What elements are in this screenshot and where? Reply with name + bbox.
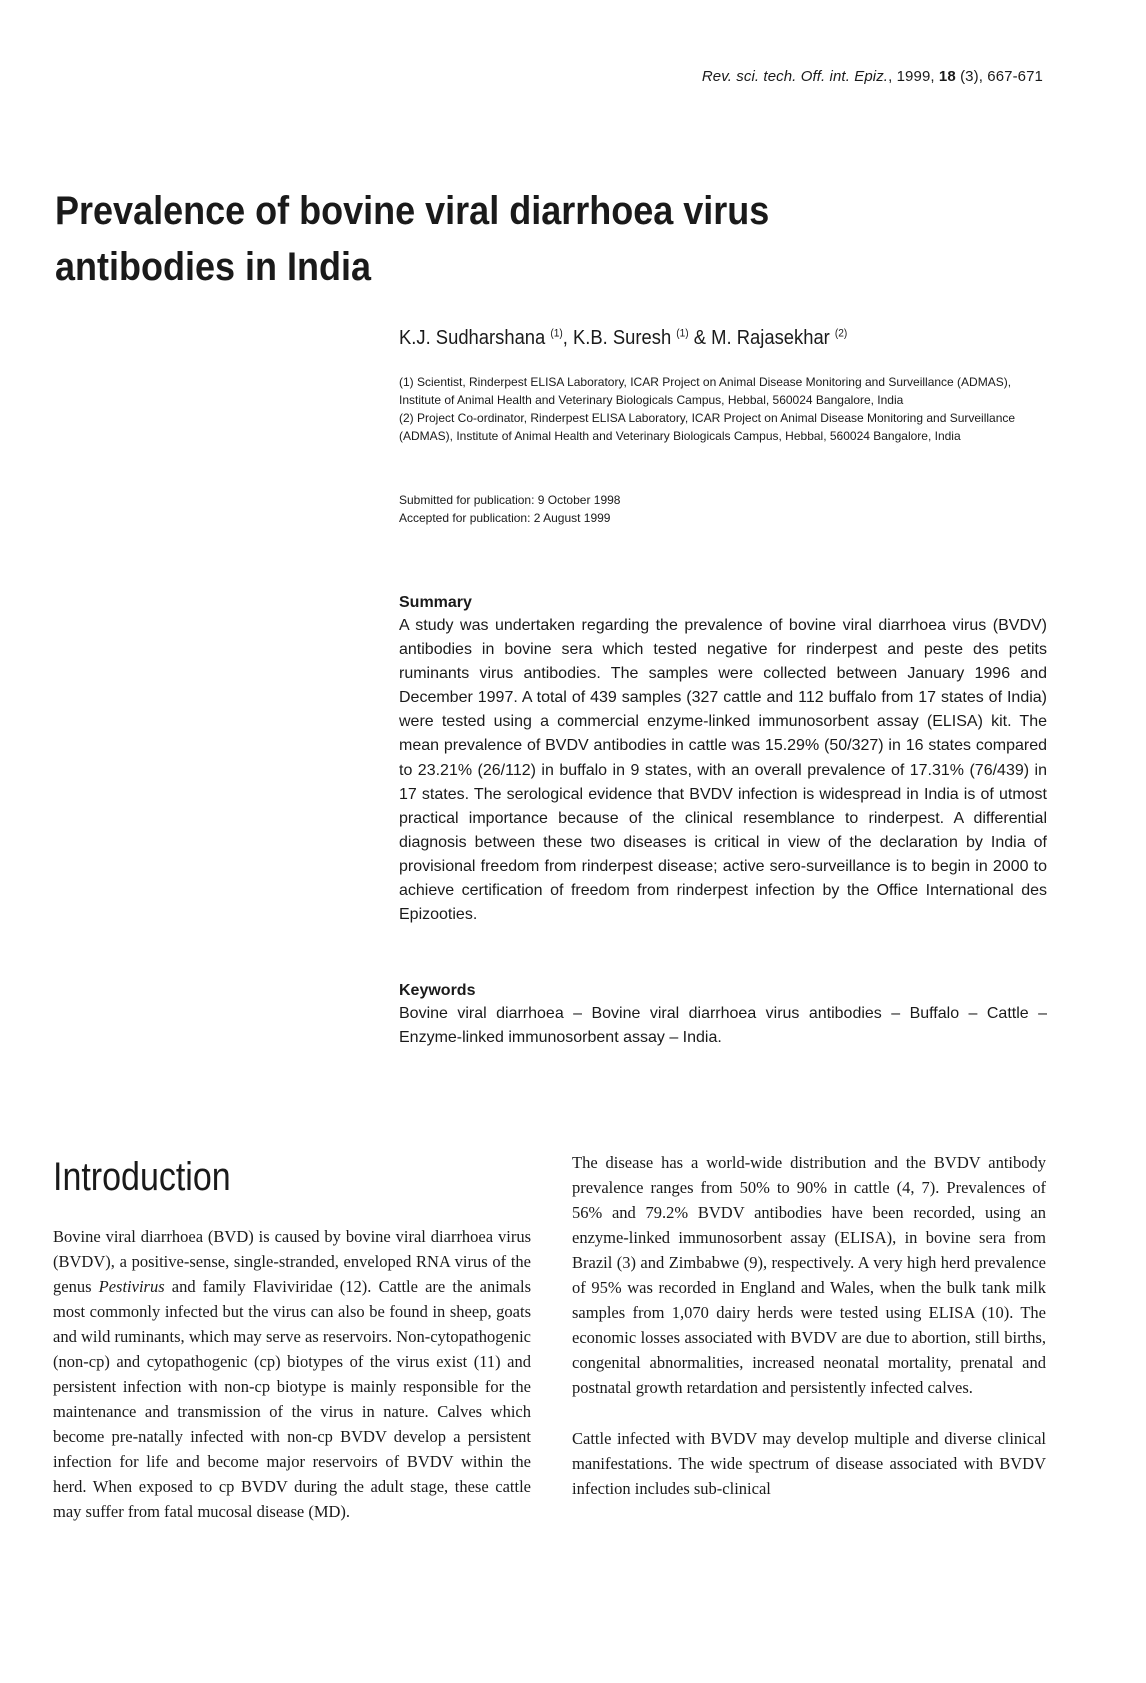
citation-year: , 1999,: [888, 68, 939, 85]
author-name: K.J. Sudharshana: [399, 327, 546, 349]
intro-text-segment: Bovine viral diarrhoea (BVD) is caused by bovine viral diarrhoea virus (BVDV), a positive-sense, single-stranded, enveloped RNA virus of the genus: [53, 1227, 531, 1296]
author-separator: &: [688, 327, 712, 349]
intro-left-column: [53, 1224, 531, 1524]
author-separator: ,: [562, 327, 574, 349]
summary-section: [399, 592, 1047, 927]
accepted-date: Accepted for publication: 2 August 1999: [399, 511, 611, 525]
intro-text-segment: and family Flaviviridae (12). Cattle are the animals most commonly infected but the virus can also be found in sheep, goats and wild ruminants, which may serve as reservoirs. Non-cytopathogenic (non-cp) and cytopathogenic (cp) biotypes of the virus exist (11) and persistent infection with non-cp biotype is mainly responsible for the maintenance and transmission of the virus in nature. Calves which become pre-natally infected with non-cp BVDV develop a persistent infection for life and become major reservoirs of BVDV within the herd. When exposed to cp BVDV during the adult stage, these cattle may suffer from fatal mucosal disease (MD).: [53, 1277, 532, 1521]
author-affiliation-mark: (2): [834, 327, 848, 340]
author-list: [399, 327, 847, 350]
genus-name: Pestivirus: [98, 1277, 165, 1296]
keywords-heading: Keywords: [399, 982, 476, 999]
affiliation-1: (1) Scientist, Rinderpest ELISA Laboratory, ICAR Project on Animal Disease Monitoring and Surveillance (ADMAS), Institute of Animal Health and Veterinary Biologicals Campus, Hebbal, 560024 Bangalore, India: [399, 375, 1012, 407]
affiliation-2: (2) Project Co-ordinator, Rinderpest ELISA Laboratory, ICAR Project on Animal Disease Monitoring and Surveillance (ADMAS), Institute of Animal Health and Veterinary Biologicals Campus, Hebbal, 560024 Bangalore, India: [399, 411, 1016, 443]
author-affiliation-mark: (1): [676, 327, 689, 340]
submitted-date: Submitted for publication: 9 October 1998: [399, 493, 621, 507]
affiliations: [399, 373, 1019, 445]
keywords-text: Bovine viral diarrhoea – Bovine viral diarrhoea virus antibodies – Buffalo – Cattle – Enzyme-linked immunosorbent assay – India.: [399, 1005, 1047, 1046]
citation-issue-pages: (3), 667-671: [955, 68, 1043, 85]
author-name: K.B. Suresh: [573, 327, 672, 349]
keywords-section: [399, 980, 1047, 1050]
journal-name: Rev. sci. tech. Off. int. Epiz.: [701, 68, 889, 85]
intro-paragraph-2: The disease has a world-wide distribution and the BVDV antibody prevalence ranges from 50% to 90% in cattle (4, 7). Prevalences of 56% and 79.2% BVDV antibodies have been recorded, using an enzyme-linked immunosorbent assay (ELISA), in bovine sera from Brazil (3) and Zimbabwe (9), respectively. A very high herd prevalence of 95% was recorded in England and Wales, when the bulk tank milk samples from 1,070 dairy herds were tested using ELISA (10). The economic losses associated with BVDV are due to abortion, still births, congenital abnormalities, increased neonatal mortality, prenatal and postnatal growth retardation and persistently infected calves.: [572, 1153, 1046, 1397]
journal-citation: [702, 68, 1043, 85]
publication-dates: [399, 491, 1019, 527]
article-title: Prevalence of bovine viral diarrhoea virus antibodies in India: [55, 189, 770, 289]
introduction-heading: Introduction: [53, 1155, 231, 1199]
citation-volume: 18: [938, 68, 956, 85]
intro-paragraph-1: [53, 1224, 531, 1524]
summary-heading: Summary: [399, 594, 472, 611]
author-name: M. Rajasekhar: [711, 327, 830, 349]
intro-paragraph-3: Cattle infected with BVDV may develop multiple and diverse clinical manifestations. The wide spectrum of disease associated with BVDV infection includes sub-clinical: [572, 1429, 1046, 1498]
summary-text: A study was undertaken regarding the prevalence of bovine viral diarrhoea virus (BVDV) antibodies in bovine sera which tested negative for rinderpest and peste des petits ruminants virus antibodies. The samples were collected between January 1996 and December 1997. A total of 439 samples (327 cattle and 112 buffalo from 17 states of India) were tested using a commercial enzyme-linked immunosorbent assay (ELISA) kit. The mean prevalence of BVDV antibodies in cattle was 15.29% (50/327) in 16 states compared to 23.21% (26/112) in buffalo in 9 states, with an overall prevalence of 17.31% (76/439) in 17 states. The serological evidence that BVDV infection is widespread in India is of utmost practical importance because of the clinical resemblance to rinderpest. A differential diagnosis between these two diseases is critical in view of the declaration by India of provisional freedom from rinderpest disease; active sero-surveillance is to begin in 2000 to achieve certification of freedom from rinderpest infection by the Office International des Epizooties.: [399, 617, 1047, 924]
intro-right-column: [572, 1150, 1046, 1501]
author-affiliation-mark: (1): [550, 327, 563, 340]
